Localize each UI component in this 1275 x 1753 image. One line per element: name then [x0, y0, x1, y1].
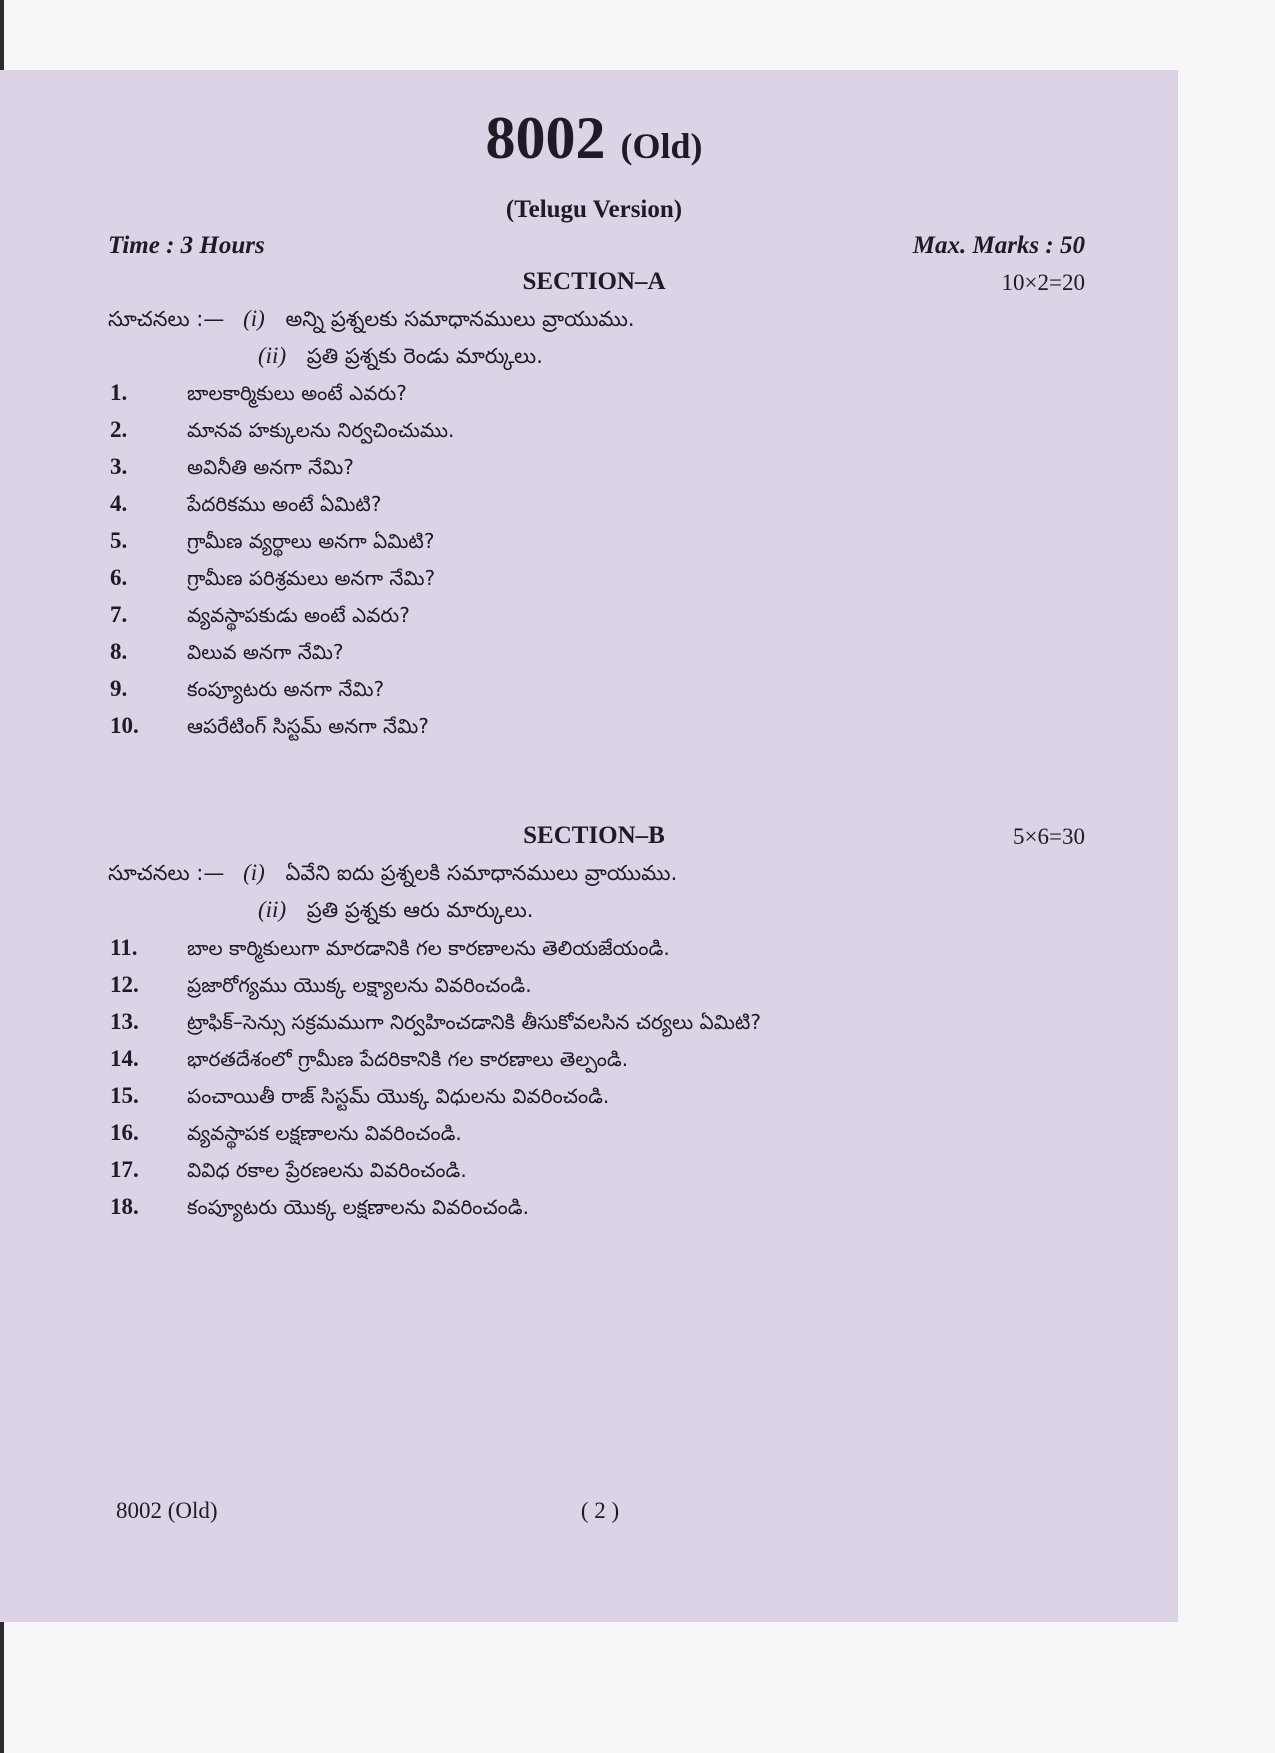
paper-title	[0, 105, 1188, 171]
section-a-instruction-1	[108, 306, 635, 337]
question-text: గ్రామీణ పరిశ్రమలు అనగా నేమి?	[187, 566, 436, 590]
instruction-number: (ii)	[258, 343, 287, 368]
question-number: 6.	[110, 565, 128, 590]
question-number: 10.	[110, 713, 139, 738]
question-number: 9.	[110, 676, 128, 701]
question-number: 7.	[110, 602, 128, 627]
question-text: అవినీతి అనగా నేమి?	[187, 455, 354, 479]
question-text: వివిధ రకాల ప్రేరణలను వివరించండి.	[187, 1158, 467, 1182]
instruction-number: (ii)	[258, 897, 287, 922]
section-a-marks: 10×2=20	[1001, 270, 1085, 295]
question-number: 15.	[110, 1083, 139, 1108]
question-text: గ్రామీణ వ్యర్థాలు అనగా ఏమిటి?	[187, 529, 435, 553]
question-number: 17.	[110, 1157, 139, 1182]
question-text: ట్రాఫిక్–సెన్సు సక్రమముగా నిర్వహించడానికి తీసుకోవలసిన చర్యలు ఏమిటి?	[187, 1010, 761, 1034]
question-text: విలువ అనగా నేమి?	[187, 640, 344, 664]
question-text: కంప్యూటరు యొక్క లక్షణాలను వివరించండి.	[187, 1195, 529, 1219]
instruction-text: అన్ని ప్రశ్నలకు సమాధానములు వ్రాయుము.	[285, 307, 635, 331]
instruction-number: (i)	[243, 860, 265, 885]
question-text: మానవ హక్కులను నిర్వచించుము.	[187, 418, 455, 442]
question-number: 5.	[110, 528, 128, 553]
question-number: 12.	[110, 972, 139, 997]
question-number: 14.	[110, 1046, 139, 1071]
question-text: పంచాయితీ రాజ్ సిస్టమ్ యొక్క విధులను వివరించండి.	[187, 1084, 610, 1108]
instruction-text: ప్రతి ప్రశ్నకు రెండు మార్కులు.	[306, 344, 543, 368]
paper-code: 8002	[485, 105, 606, 171]
section-b-instruction-1	[108, 860, 677, 891]
question-number: 18.	[110, 1194, 139, 1219]
question-text: భారతదేశంలో గ్రామీణ పేదరికానికి గల కారణాలు తెల్పండి.	[187, 1047, 629, 1071]
question-text: కంప్యూటరు అనగా నేమి?	[187, 677, 385, 701]
question-number: 8.	[110, 639, 128, 664]
paper-version: (Telugu Version)	[505, 196, 683, 223]
question-text: వ్యవస్థాపక లక్షణాలను వివరించండి.	[187, 1121, 462, 1145]
section-a-title: SECTION–A	[522, 268, 666, 295]
question-text: పేదరికము అంటే ఏమిటి?	[187, 492, 382, 516]
section-b-instruction-2	[258, 897, 533, 928]
question-number: 3.	[110, 454, 128, 479]
question-number: 1.	[110, 380, 128, 405]
time-allowed: Time : 3 Hours	[108, 232, 265, 259]
instruction-label: సూచనలు :—	[108, 861, 225, 885]
question-number: 13.	[110, 1009, 139, 1034]
instruction-text: ఏవేని ఐదు ప్రశ్నలకి సమాధానములు వ్రాయుము.	[285, 861, 678, 885]
question-text: బాలకార్మికులు అంటే ఎవరు?	[187, 381, 407, 405]
paper-code-suffix: (Old)	[620, 126, 703, 166]
instruction-number: (i)	[243, 306, 265, 331]
question-text: వ్యవస్థాపకుడు అంటే ఎవరు?	[187, 603, 410, 627]
question-number: 16.	[110, 1120, 139, 1145]
footer-paper-code: 8002 (Old)	[116, 1498, 218, 1523]
question-text: ప్రజారోగ్యము యొక్క లక్ష్యాలను వివరించండి.	[187, 973, 532, 997]
section-b-marks: 5×6=30	[1013, 824, 1085, 849]
section-a-instruction-2	[258, 343, 543, 374]
instruction-text: ప్రతి ప్రశ్నకు ఆరు మార్కులు.	[306, 898, 534, 922]
section-b-title: SECTION–B	[523, 822, 665, 849]
instruction-label: సూచనలు :—	[108, 307, 225, 331]
question-number: 4.	[110, 491, 128, 516]
question-number: 11.	[110, 935, 138, 960]
page-number: ( 2 )	[580, 1498, 620, 1523]
question-text: బాల కార్మికులుగా మారడానికి గల కారణాలను తెలియజేయండి.	[187, 936, 670, 960]
question-number: 2.	[110, 417, 128, 442]
question-text: ఆపరేటింగ్ సిస్టమ్ అనగా నేమి?	[187, 714, 429, 738]
max-marks: Max. Marks : 50	[912, 232, 1085, 259]
